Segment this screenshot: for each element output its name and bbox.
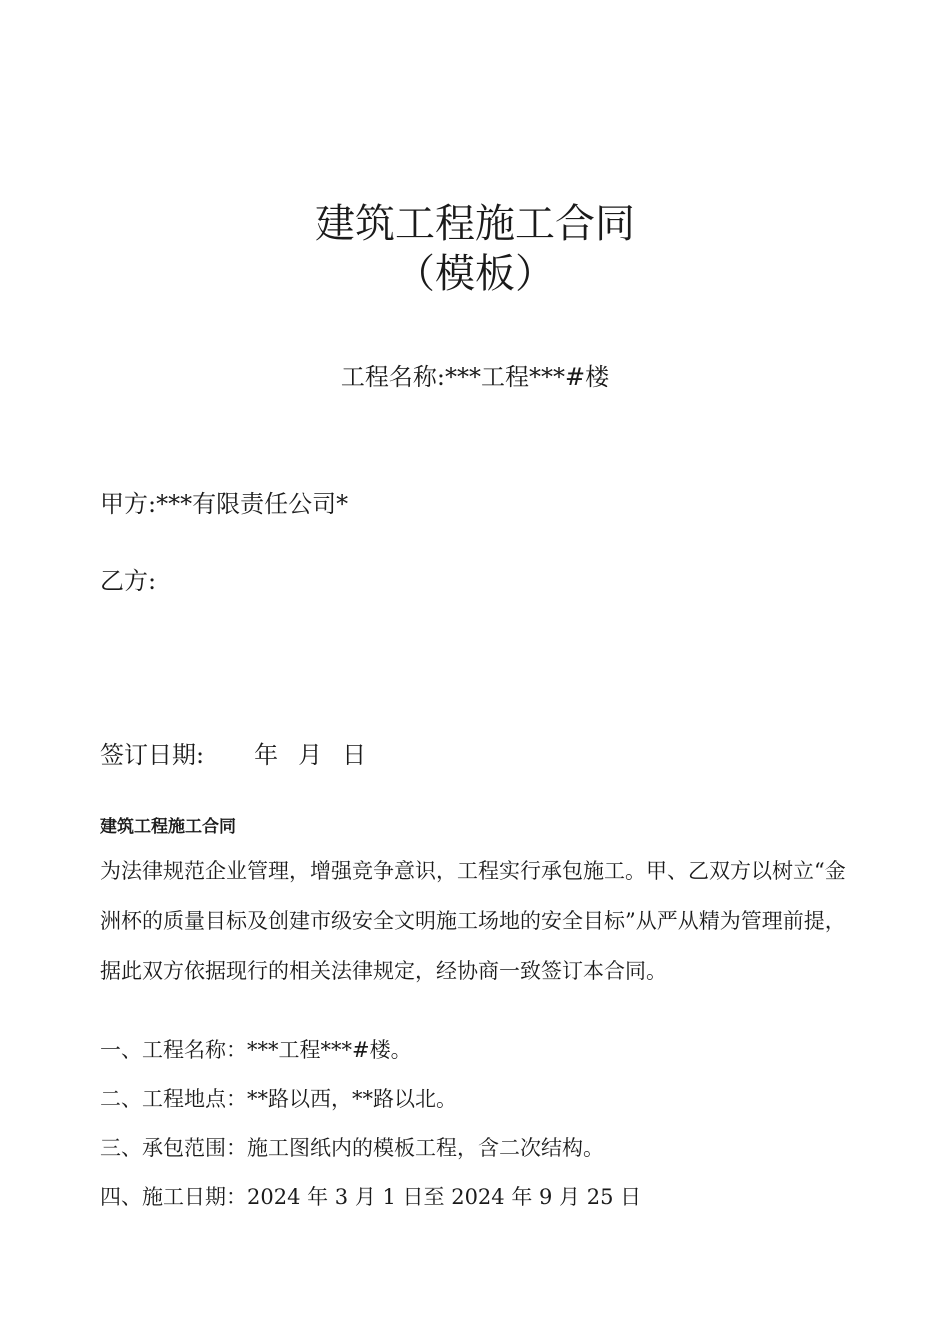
clause-item: 四、施工日期：2024 年 3 月 1 日至 2024 年 9 月 25 日 bbox=[100, 1185, 642, 1209]
sign-date bbox=[100, 735, 366, 770]
sign-date-year: 年 bbox=[254, 741, 279, 769]
section-heading: 建筑工程施工合同 bbox=[100, 817, 236, 837]
contract-title: 建筑工程施工合同 bbox=[315, 201, 635, 247]
clause-item: 三、承包范围：施工图纸内的模板工程，含二次结构。 bbox=[100, 1136, 604, 1160]
clause-item: 二、工程地点：**路以西，**路以北。 bbox=[100, 1087, 457, 1111]
sign-date-month: 月 bbox=[298, 741, 323, 769]
clause-item: 一、工程名称：***工程***#楼。 bbox=[100, 1038, 412, 1062]
party-b: 乙方: bbox=[100, 567, 157, 595]
sign-date-day: 日 bbox=[342, 741, 367, 769]
sign-date-label: 签订日期: bbox=[100, 741, 205, 769]
contract-title-sub: （模板） bbox=[395, 251, 555, 297]
intro-paragraph: 为法律规范企业管理，增强竞争意识，工程实行承包施工。甲、乙双方以树立“金洲杯的质量目标及创建市级安全文明施工场地的安全目标”从严从精为管理前提，据此双方依据现行的相关法律规定，经协商一致签订本合同。 bbox=[100, 859, 846, 983]
project-name: 工程名称:***工程***#楼 bbox=[340, 363, 610, 391]
party-a: 甲方:***有限责任公司* bbox=[100, 490, 349, 518]
